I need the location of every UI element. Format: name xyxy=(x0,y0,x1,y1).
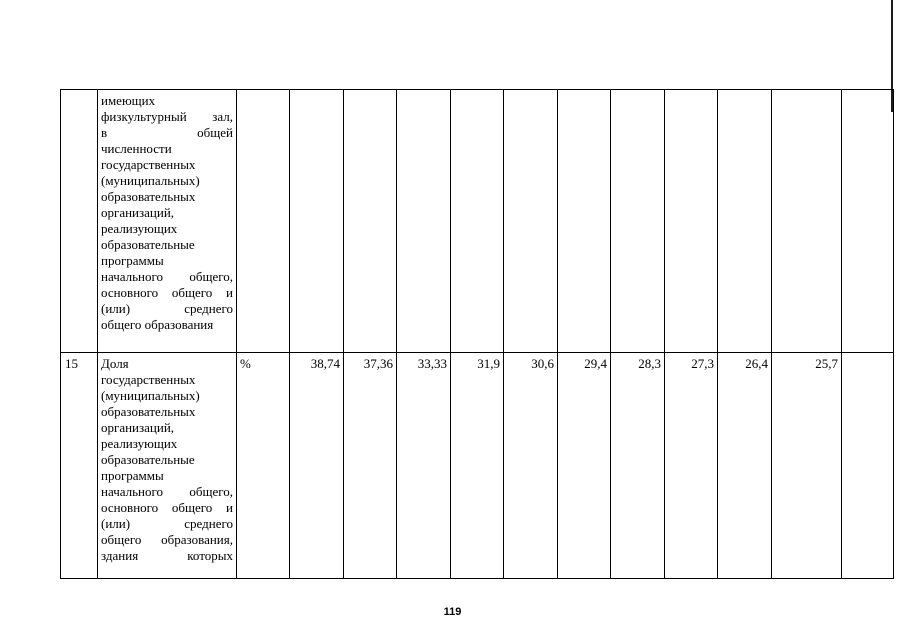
description-line: образовательные xyxy=(101,452,195,467)
table-row-15 xyxy=(61,353,894,579)
description-line: основного общего и xyxy=(101,500,233,515)
description-line: (муниципальных) xyxy=(101,388,200,403)
value-cell xyxy=(397,90,451,353)
description-line: государственных xyxy=(101,157,196,172)
value-cell: 30,6 xyxy=(504,353,558,579)
description-line: программы xyxy=(101,253,164,268)
description-line: реализующих xyxy=(101,221,178,236)
value-cell xyxy=(842,353,894,579)
page-number: 119 xyxy=(443,606,462,618)
value-cell: 26,4 xyxy=(718,353,772,579)
description-line: государственных xyxy=(101,372,196,387)
description-line: физкультурный зал, xyxy=(101,109,233,124)
value-cell: 28,3 xyxy=(611,353,665,579)
table-row-continued xyxy=(61,90,894,353)
description-line: образовательных xyxy=(101,404,196,419)
row-number-cell: 15 xyxy=(61,353,98,579)
description-line: здания которых xyxy=(101,548,233,563)
description-line: численности xyxy=(101,141,172,156)
description-line: общего образования, xyxy=(101,532,233,547)
value-cell: 38,74 xyxy=(290,353,344,579)
unit-cell: % xyxy=(237,353,290,579)
value-cell: 31,9 xyxy=(451,353,504,579)
indicator-description xyxy=(98,353,237,579)
value-cell: 27,3 xyxy=(665,353,718,579)
unit-cell xyxy=(237,90,290,353)
value-cell xyxy=(558,90,611,353)
value-cell xyxy=(451,90,504,353)
value-cell xyxy=(290,90,344,353)
value-cell xyxy=(718,90,772,353)
row-number-cell xyxy=(61,90,98,353)
value-cell xyxy=(344,90,397,353)
description-line: (муниципальных) xyxy=(101,173,200,188)
description-line: образовательные xyxy=(101,237,195,252)
value-cell xyxy=(842,90,894,353)
value-cell xyxy=(772,90,842,353)
description-line: начального общего, xyxy=(101,269,233,284)
value-cell xyxy=(504,90,558,353)
value-cell: 33,33 xyxy=(397,353,451,579)
description-line: (или) среднего xyxy=(101,516,233,531)
description-line: имеющих xyxy=(101,93,156,108)
value-cell: 29,4 xyxy=(558,353,611,579)
description-line: Доля xyxy=(101,356,129,371)
value-cell xyxy=(665,90,718,353)
description-line: (или) среднего xyxy=(101,301,233,316)
description-line: начального общего, xyxy=(101,484,233,499)
value-cell: 25,7 xyxy=(772,353,842,579)
description-line: образовательных xyxy=(101,189,196,204)
description-line: в общей xyxy=(101,125,233,140)
description-line: организаций, xyxy=(101,420,175,435)
description-line: организаций, xyxy=(101,205,175,220)
description-line: основного общего и xyxy=(101,285,233,300)
indicator-description xyxy=(98,90,237,353)
description-line: программы xyxy=(101,468,164,483)
indicators-table xyxy=(60,89,894,579)
description-line: общего образования xyxy=(101,317,214,332)
description-line: реализующих xyxy=(101,436,178,451)
value-cell: 37,36 xyxy=(344,353,397,579)
value-cell xyxy=(611,90,665,353)
